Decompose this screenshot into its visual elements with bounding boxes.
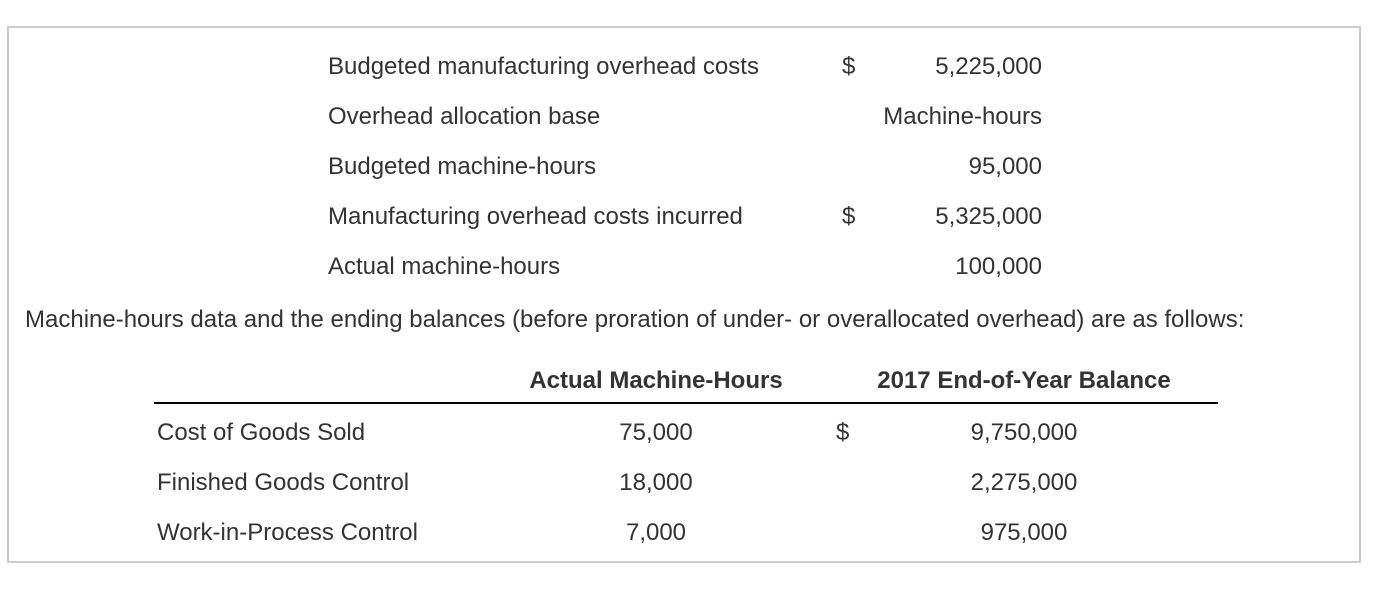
row-label-allocation-base: Overhead allocation base [328,103,601,130]
header-actual-machine-hours: Actual Machine-Hours [529,367,783,394]
row-value-allocation-base: Machine-hours [883,103,1042,130]
row-label-budgeted-overhead: Budgeted manufacturing overhead costs [328,53,759,80]
row-value-budgeted-overhead: 5,225,000 [935,53,1042,80]
row-currency-budgeted-overhead: $ [842,53,856,80]
balance-finished-goods-control: 2,275,000 [970,469,1078,496]
hours-work-in-process-control: 7,000 [625,519,687,546]
currency-cost-of-goods-sold: $ [836,419,850,446]
intro-text: Machine-hours data and the ending balances (before proration of under- or overallocated overhead) are as follows: [25,306,1245,333]
balance-cost-of-goods-sold: 9,750,000 [970,419,1078,446]
row-value-overhead-incurred: 5,325,000 [935,203,1042,230]
header-rule [154,402,1218,404]
hours-finished-goods-control: 18,000 [619,469,693,496]
row-label-actual-machine-hours: Actual machine-hours [328,253,561,280]
account-work-in-process-control: Work-in-Process Control [157,519,418,546]
balance-work-in-process-control: 975,000 [980,519,1068,546]
row-currency-overhead-incurred: $ [842,203,856,230]
header-end-of-year-balance: 2017 End-of-Year Balance [877,367,1171,394]
hours-cost-of-goods-sold: 75,000 [619,419,693,446]
row-label-budgeted-machine-hours: Budgeted machine-hours [328,153,597,180]
row-value-budgeted-machine-hours: 95,000 [968,153,1042,180]
row-value-actual-machine-hours: 100,000 [955,253,1042,280]
account-finished-goods-control: Finished Goods Control [157,469,410,496]
account-cost-of-goods-sold: Cost of Goods Sold [157,419,366,446]
row-label-overhead-incurred: Manufacturing overhead costs incurred [328,203,743,230]
